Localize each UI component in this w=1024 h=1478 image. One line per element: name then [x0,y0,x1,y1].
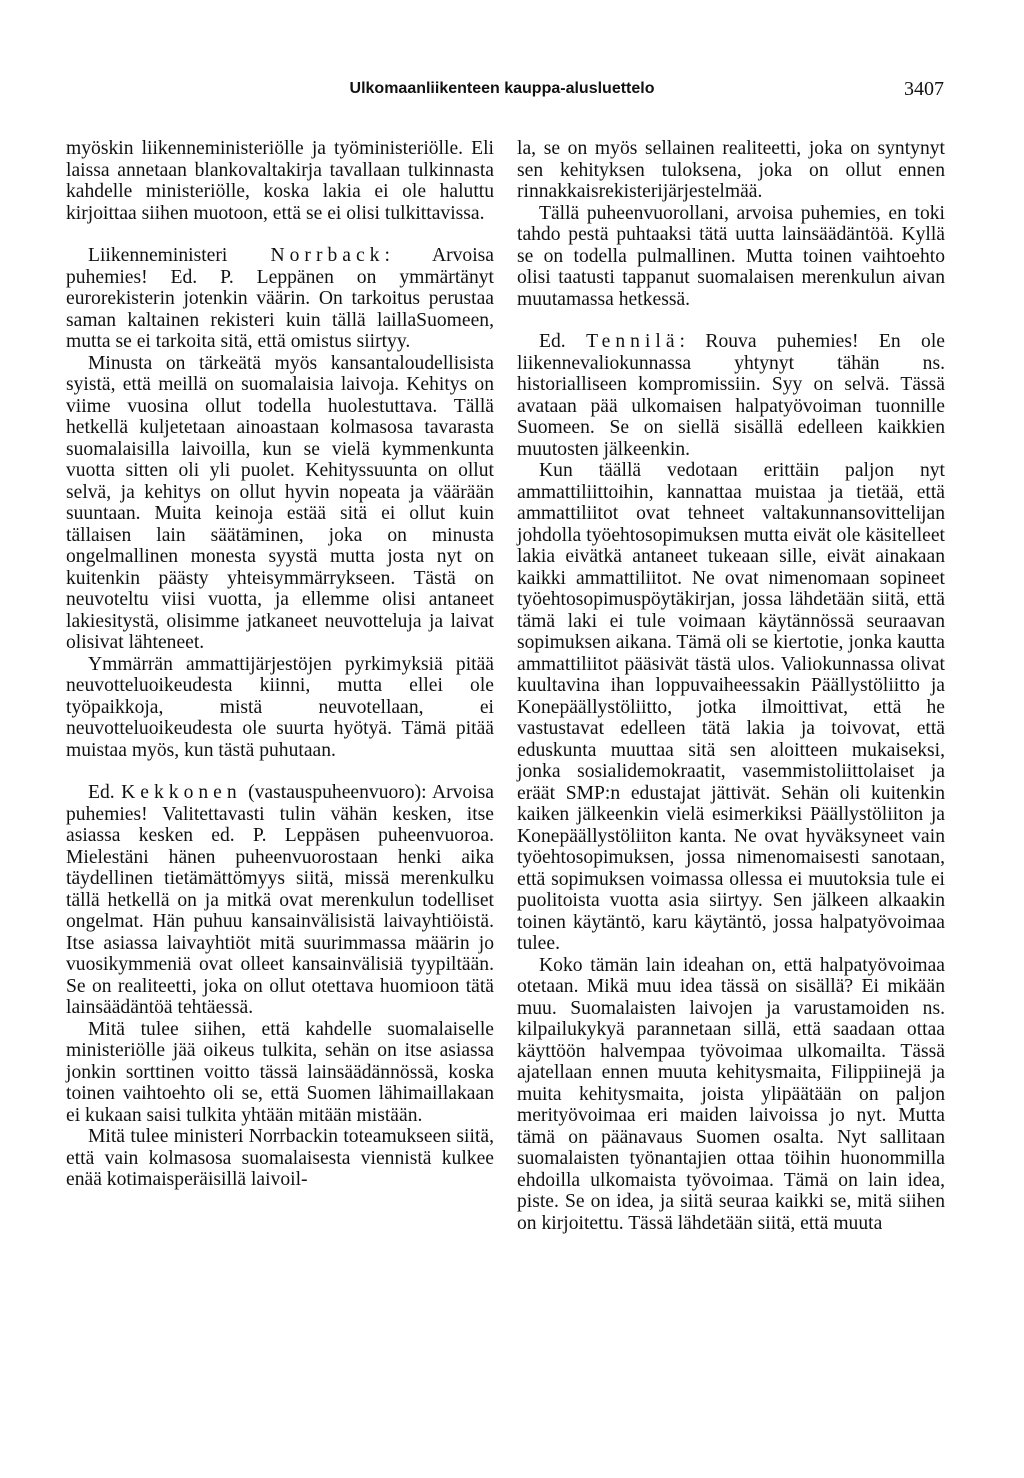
speaker-title: Liikenneministeri [88,245,228,266]
left-column [66,138,494,1191]
speech-norrback [66,245,494,353]
paragraph: Tällä puheenvuorollani, arvoisa puhemies, en toki tahdo pestä puhtaaksi tätä uutta lainsäädäntöä. Kyllä se on todella pulmallinen. Mutta toinen vaihtoehto olisi taatusti tappanut suomalaisen merenkulun aivan muutamassa hetkessä. [517,202,945,310]
speaker-title: Ed. [539,331,566,352]
speech-tennila [517,331,945,460]
page-header [60,78,944,102]
paragraph: la, se on myös sellainen realiteetti, joka on syntynyt sen kehityksen tuloksena, joka on ollut ennen rinnakkaisrekisterijärjestelmää. [517,138,945,202]
speech-text: : Rouva puhemies! En ole liikennevaliokunnassa yhtynyt tähän ns. historialliseen kompromissiin. Syy on selvä. Tässä avataan pää ulkomaisen halpatyövoiman tuonnille Suomeen. Se on siellä sisällä edelleen kaikkien muutosten jälkeenkin. [517,331,945,460]
page-number: 3407 [904,78,944,100]
speaker-title: Ed. [88,782,115,803]
paragraph: Minusta on tärkeätä myös kansantaloudellisista syistä, että meillä on suomalaisia laivoja. Kehitys on viime vuosina ollut todella huolestuttava. Tällä hetkellä kuljetetaan ainoastaan kolmasosa tavarasta suomalaisilla laivoilla, kun se vielä kymmenkunta vuotta sitten oli yli puolet. Kehityssuunta on ollut selvä, ja kehitys on ollut hyvin nopeata ja väärään suuntaan. Muita keinoja estää sitä ei ollut kuin tällaisen lain säätäminen, joka on minusta ongelmallinen monesta syystä mutta josta nyt on kuitenkin päästy yhteisymmärrykseen. Tästä on neuvoteltu viisi vuotta, ja ellemme olisi antaneet lakiesitystä, olisimme jatkaneet neuvotteluja ja laivat olisivat lähteneet. [66,352,494,653]
paragraph: Mitä tulee ministeri Norrbackin toteamukseen siitä, että vain kolmasosa suomalaisesta viennistä kulkee enää kotimaisperäisillä laivoil- [66,1126,494,1190]
speech-kekkonen [66,782,494,1019]
paragraph: Ymmärrän ammattijärjestöjen pyrkimyksiä pitää neuvotteluoikeudesta kiinni, mutta ellei ole työpaikkoja, mistä neuvotellaan, ei neuvotteluoikeudesta ole suurta hyötyä. Tämä pitää muistaa myös, kun tästä puhutaan. [66,653,494,761]
speaker-name: Kekkonen [121,782,242,803]
speech-text: (vastauspuheenvuoro): Arvoisa puhemies! Valitettavasti tulin vähän kesken, itse asiassa kesken ed. P. Leppäsen puheenvuoroa. Mielestäni hänen puheenvuorostaan henki aika täydellinen tietämättömyys siitä, missä merenkulku tällä hetkellä on ja mitkä ovat merenkulun todelliset ongelmat. Hän puhuu kansainvälisistä laivayhtiöistä. Itse asiassa laivayhtiöt mitä suurimmassa määrin jo vuosikymmeniä ovat olleet kansainvälisiä tyypiltään. Se on realiteetti, joka on ollut otettava huomioon tätä lainsäädäntöä tehtäessä. [66,782,494,1018]
speaker-name: Norrback [270,245,385,266]
speaker-name: Tennilä [586,331,680,352]
speech-text: : Arvoisa puhemies! Ed. P. Leppänen on ymmärtänyt eurorekisterin jotenkin väärin. On tarkoitus perustaa saman kaltainen rekisteri kuin tällä laillaSuomeen, mutta se ei tarkoita sitä, että omistus siirtyy. [66,245,494,352]
running-title: Ulkomaanliikenteen kauppa-alusluettelo [349,80,655,97]
paragraph: Kun täällä vedotaan erittäin paljon nyt ammattiliittoihin, kannattaa muistaa ja tietää, että ammattiliitot ovat tehneet valtakunnansovittelijan johdolla työehtosopimuksen mutta eivät ole käsitelleet lakia eivätkä antaneet tukeaan sille, eivät ainakaan kaikki ammattiliitot. Ne ovat nimenomaan sopineet työehtosopimuspöytäkirjan, jossa lähdetään siitä, että tämä laki ei tule voimaan käytännössä seuraavan sopimuksen aikana. Tämä oli se kiertotie, jonka kautta ammattiliitot pääsivät tästä ulos. Valiokunnassa olivat kuultavina ihan loppuvaiheessakin Päällystöliitto ja Konepäällystöliitto, jotka ilmoittivat, että he vastustavat edelleen tätä lakia ja toivovat, että eduskunta muuttaa sitä sen aloitteen mukaiseksi, jonka sosialidemokraatit, vasemmistoliittolaiset ja eräät SMP:n edustajat jättivät. Sehän oli kuitenkin kaiken jälkeenkin vielä esimerkiksi Päällystöliiton ja Konepäällystöliiton kanta. Ne ovat hyväksyneet vain työehtosopimuksen, jossa nimenomaisesti sanotaan, että sopimuksen voimassa ollessa ei muutoksia tule ei puolitoista vuotta asia siirtyy. Sen jälkeen alkaakin toinen käytäntö, karu käytäntö, jossa halpatyövoimaa tulee. [517,460,945,954]
paragraph: Koko tämän lain ideahan on, että halpatyövoimaa otetaan. Mikä muu idea tässä on sisällä? Ei mikään muu. Suomalaisten laivojen ja varustamoiden ns. kilpailukykyä parannetaan sillä, että saadaan ottaa käyttöön halvempaa työvoimaa ulkomailta. Tässä ajatellaan ennen muuta kehitysmaita, Filippiinejä ja muita kehitysmaita, joista ylipäätään on paljon merityövoimaa eri maiden laivoissa jo nyt. Mutta tämä on päänavaus Suomen osalta. Nyt sallitaan suomalaisten työnantajien ottaa töihin huonommilla ehdoilla ulkomaista työvoimaa. Tämä on lain idea, piste. Se on idea, ja siitä seuraa kaikki se, mitä siihen on kirjoitettu. Tässä lähdetään siitä, että muuta [517,954,945,1234]
paragraph: myöskin liikenneministeriölle ja työministeriölle. Eli laissa annetaan blankovaltakirja tavallaan tulkinnasta kahdelle ministeriölle, koska lakia ei ole haluttu kirjoittaa siihen muotoon, että se ei olisi tulkittavissa. [66,138,494,224]
right-column [517,138,945,1234]
paragraph: Mitä tulee siihen, että kahdelle suomalaiselle ministeriölle jää oikeus tulkita, sehän on itse asiassa jonkin sorttinen voitto tässä lainsäädännössä, koska toinen vaihtoehto oli se, että Suomen lähimaillakaan ei kukaan saisi tulkita yhtään mitään mistään. [66,1018,494,1126]
